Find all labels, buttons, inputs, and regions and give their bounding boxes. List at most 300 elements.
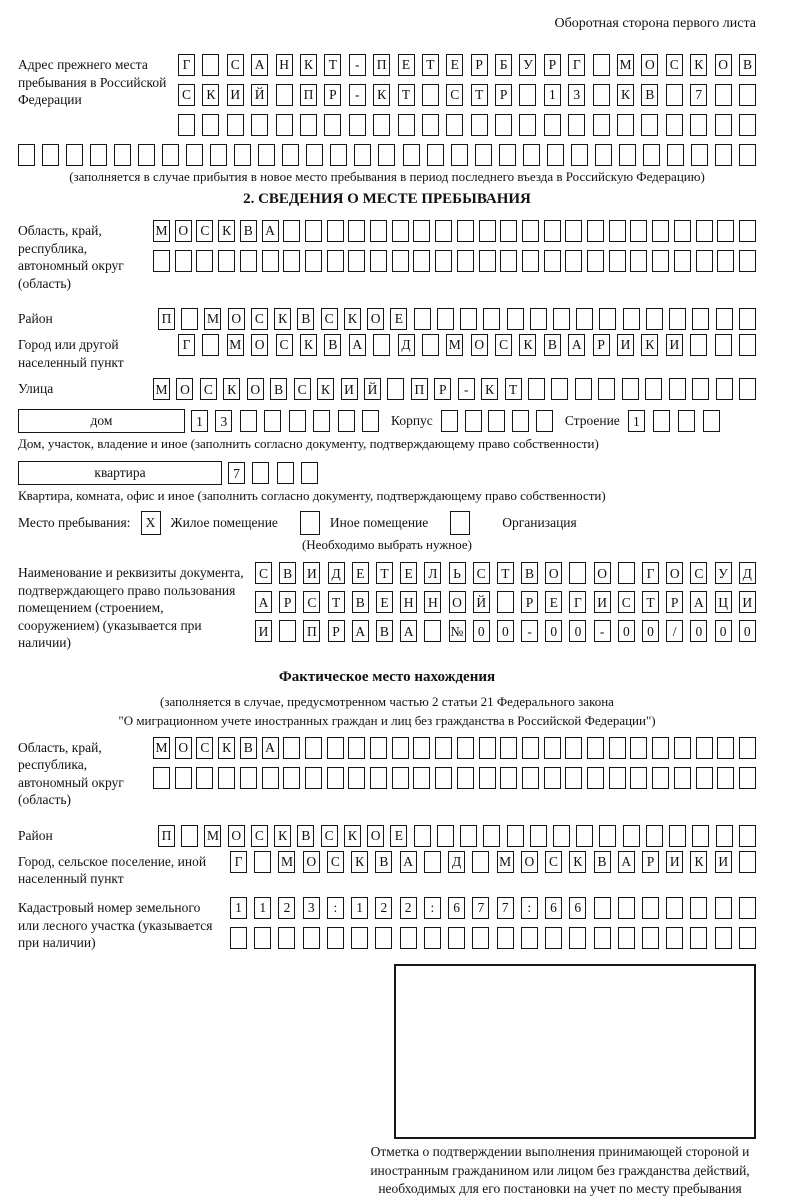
char-box[interactable]: И bbox=[739, 591, 756, 613]
char-box[interactable]: Ц bbox=[715, 591, 732, 613]
char-box[interactable]: И bbox=[617, 334, 634, 356]
char-box[interactable]: В bbox=[641, 84, 658, 106]
char-box[interactable] bbox=[715, 334, 732, 356]
char-box[interactable] bbox=[276, 84, 293, 106]
char-box[interactable] bbox=[568, 114, 585, 136]
char-box[interactable]: А bbox=[352, 620, 369, 642]
char-box[interactable] bbox=[544, 767, 561, 789]
char-box[interactable] bbox=[258, 144, 275, 166]
char-box[interactable] bbox=[277, 462, 294, 484]
char-box[interactable] bbox=[715, 144, 732, 166]
char-box[interactable] bbox=[175, 767, 192, 789]
char-box[interactable] bbox=[717, 220, 734, 242]
char-box[interactable] bbox=[283, 220, 300, 242]
char-box[interactable]: Г bbox=[230, 851, 247, 873]
char-box[interactable]: Ь bbox=[449, 562, 466, 584]
char-box[interactable] bbox=[500, 767, 517, 789]
char-box[interactable]: С bbox=[303, 591, 320, 613]
char-box[interactable]: С bbox=[178, 84, 195, 106]
char-box[interactable]: Д bbox=[739, 562, 756, 584]
char-box[interactable] bbox=[618, 897, 635, 919]
char-box[interactable] bbox=[576, 825, 593, 847]
char-box[interactable]: О bbox=[367, 308, 384, 330]
char-box[interactable] bbox=[227, 114, 244, 136]
char-box[interactable] bbox=[666, 84, 683, 106]
char-box[interactable] bbox=[630, 737, 647, 759]
char-box[interactable] bbox=[370, 220, 387, 242]
char-box[interactable] bbox=[283, 767, 300, 789]
char-box[interactable] bbox=[252, 462, 269, 484]
char-box[interactable]: П bbox=[373, 54, 390, 76]
char-box[interactable] bbox=[338, 410, 355, 432]
char-box[interactable]: - bbox=[594, 620, 611, 642]
char-box[interactable]: К bbox=[344, 308, 361, 330]
char-box[interactable]: К bbox=[274, 825, 291, 847]
char-box[interactable] bbox=[254, 927, 271, 949]
char-box[interactable]: Т bbox=[376, 562, 393, 584]
char-box[interactable] bbox=[392, 220, 409, 242]
char-box[interactable] bbox=[692, 825, 709, 847]
char-box[interactable]: И bbox=[666, 851, 683, 873]
char-box[interactable] bbox=[544, 737, 561, 759]
char-box[interactable] bbox=[587, 737, 604, 759]
char-box[interactable] bbox=[691, 144, 708, 166]
char-box[interactable]: Е bbox=[398, 54, 415, 76]
char-box[interactable] bbox=[348, 220, 365, 242]
char-box[interactable]: С bbox=[251, 825, 268, 847]
char-box[interactable] bbox=[696, 220, 713, 242]
char-box[interactable] bbox=[218, 767, 235, 789]
char-box[interactable] bbox=[669, 378, 686, 400]
char-box[interactable] bbox=[641, 114, 658, 136]
char-box[interactable]: С bbox=[196, 737, 213, 759]
char-box[interactable]: 3 bbox=[303, 897, 320, 919]
char-box[interactable] bbox=[413, 250, 430, 272]
char-box[interactable] bbox=[413, 220, 430, 242]
char-box[interactable]: М bbox=[204, 825, 221, 847]
char-box[interactable] bbox=[717, 737, 734, 759]
char-box[interactable] bbox=[398, 114, 415, 136]
char-box[interactable] bbox=[414, 825, 431, 847]
char-box[interactable] bbox=[500, 250, 517, 272]
char-box[interactable]: О bbox=[545, 562, 562, 584]
char-box[interactable]: У bbox=[715, 562, 732, 584]
char-box[interactable] bbox=[715, 114, 732, 136]
char-box[interactable] bbox=[414, 308, 431, 330]
char-box[interactable] bbox=[457, 737, 474, 759]
char-box[interactable] bbox=[351, 927, 368, 949]
char-box[interactable] bbox=[565, 250, 582, 272]
char-box[interactable]: В bbox=[521, 562, 538, 584]
char-box[interactable] bbox=[427, 144, 444, 166]
char-box[interactable] bbox=[370, 250, 387, 272]
char-box[interactable] bbox=[551, 378, 568, 400]
char-box[interactable]: К bbox=[519, 334, 536, 356]
char-box[interactable] bbox=[446, 114, 463, 136]
char-box[interactable] bbox=[282, 144, 299, 166]
char-box[interactable] bbox=[424, 851, 441, 873]
char-box[interactable]: К bbox=[202, 84, 219, 106]
char-box[interactable] bbox=[240, 767, 257, 789]
char-box[interactable]: С bbox=[255, 562, 272, 584]
char-box[interactable] bbox=[451, 144, 468, 166]
char-box[interactable] bbox=[483, 308, 500, 330]
char-box[interactable] bbox=[512, 410, 529, 432]
char-box[interactable]: П bbox=[303, 620, 320, 642]
char-box[interactable] bbox=[178, 114, 195, 136]
char-box[interactable] bbox=[373, 114, 390, 136]
char-box[interactable] bbox=[422, 84, 439, 106]
char-box[interactable] bbox=[283, 250, 300, 272]
char-box[interactable] bbox=[642, 897, 659, 919]
char-box[interactable]: - bbox=[458, 378, 475, 400]
char-box[interactable] bbox=[674, 737, 691, 759]
char-box[interactable]: П bbox=[411, 378, 428, 400]
char-box[interactable]: Т bbox=[422, 54, 439, 76]
char-box[interactable] bbox=[435, 737, 452, 759]
char-box[interactable] bbox=[370, 737, 387, 759]
char-box[interactable] bbox=[403, 144, 420, 166]
char-box[interactable] bbox=[499, 144, 516, 166]
char-box[interactable]: И bbox=[666, 334, 683, 356]
char-box[interactable] bbox=[594, 897, 611, 919]
char-box[interactable] bbox=[715, 84, 732, 106]
char-box[interactable]: Т bbox=[471, 84, 488, 106]
char-box[interactable] bbox=[472, 927, 489, 949]
char-box[interactable] bbox=[575, 378, 592, 400]
char-box[interactable] bbox=[696, 737, 713, 759]
char-box[interactable] bbox=[522, 250, 539, 272]
char-box[interactable] bbox=[739, 927, 756, 949]
char-box[interactable]: Е bbox=[390, 825, 407, 847]
char-box[interactable] bbox=[739, 308, 756, 330]
char-box[interactable]: А bbox=[690, 591, 707, 613]
char-box[interactable] bbox=[181, 308, 198, 330]
char-box[interactable] bbox=[202, 334, 219, 356]
char-box[interactable]: С bbox=[495, 334, 512, 356]
char-box[interactable] bbox=[305, 220, 322, 242]
char-box[interactable] bbox=[400, 927, 417, 949]
char-box[interactable] bbox=[666, 897, 683, 919]
char-box[interactable] bbox=[305, 767, 322, 789]
char-box[interactable]: С bbox=[276, 334, 293, 356]
char-box[interactable]: О bbox=[594, 562, 611, 584]
char-box[interactable] bbox=[392, 250, 409, 272]
char-box[interactable] bbox=[483, 825, 500, 847]
char-box[interactable]: В bbox=[279, 562, 296, 584]
char-box[interactable]: С bbox=[327, 851, 344, 873]
char-box[interactable] bbox=[715, 927, 732, 949]
char-box[interactable] bbox=[609, 737, 626, 759]
char-box[interactable] bbox=[739, 897, 756, 919]
char-box[interactable] bbox=[669, 825, 686, 847]
char-box[interactable] bbox=[646, 825, 663, 847]
char-box[interactable] bbox=[669, 308, 686, 330]
char-box[interactable]: В bbox=[739, 54, 756, 76]
char-box[interactable]: А bbox=[251, 54, 268, 76]
char-box[interactable]: Т bbox=[324, 54, 341, 76]
char-box[interactable] bbox=[234, 144, 251, 166]
char-box[interactable]: А bbox=[618, 851, 635, 873]
char-box[interactable] bbox=[645, 378, 662, 400]
char-box[interactable] bbox=[593, 114, 610, 136]
char-box[interactable]: С bbox=[196, 220, 213, 242]
char-box[interactable]: Д bbox=[448, 851, 465, 873]
char-box[interactable]: Р bbox=[642, 851, 659, 873]
char-box[interactable] bbox=[42, 144, 59, 166]
char-box[interactable]: К bbox=[373, 84, 390, 106]
char-box[interactable]: Е bbox=[390, 308, 407, 330]
char-box[interactable]: Р bbox=[544, 54, 561, 76]
char-box[interactable]: С bbox=[545, 851, 562, 873]
char-box[interactable]: М bbox=[153, 220, 170, 242]
char-box[interactable] bbox=[262, 767, 279, 789]
char-box[interactable] bbox=[90, 144, 107, 166]
char-box[interactable] bbox=[327, 220, 344, 242]
char-box[interactable] bbox=[202, 54, 219, 76]
char-box[interactable] bbox=[457, 220, 474, 242]
char-box[interactable]: С bbox=[321, 308, 338, 330]
char-box[interactable] bbox=[623, 308, 640, 330]
char-box[interactable]: С bbox=[200, 378, 217, 400]
char-box[interactable]: Р bbox=[666, 591, 683, 613]
char-box[interactable] bbox=[652, 737, 669, 759]
char-box[interactable] bbox=[424, 927, 441, 949]
char-box[interactable] bbox=[565, 737, 582, 759]
char-box[interactable]: 3 bbox=[215, 410, 232, 432]
char-box[interactable]: У bbox=[519, 54, 536, 76]
char-box[interactable]: Н bbox=[424, 591, 441, 613]
char-box[interactable]: Г bbox=[569, 591, 586, 613]
char-box[interactable]: - bbox=[349, 84, 366, 106]
char-box[interactable] bbox=[479, 737, 496, 759]
char-box[interactable] bbox=[289, 410, 306, 432]
char-box[interactable]: М bbox=[617, 54, 634, 76]
char-box[interactable]: Й bbox=[251, 84, 268, 106]
char-box[interactable] bbox=[642, 927, 659, 949]
char-box[interactable]: К bbox=[218, 220, 235, 242]
char-box[interactable]: М bbox=[227, 334, 244, 356]
char-box[interactable]: 7 bbox=[497, 897, 514, 919]
char-box[interactable]: О bbox=[175, 737, 192, 759]
char-box[interactable]: К bbox=[641, 334, 658, 356]
char-box[interactable] bbox=[652, 250, 669, 272]
char-box[interactable] bbox=[230, 927, 247, 949]
char-box[interactable] bbox=[264, 410, 281, 432]
char-box[interactable] bbox=[630, 767, 647, 789]
char-box[interactable]: Й bbox=[473, 591, 490, 613]
char-box[interactable] bbox=[500, 220, 517, 242]
char-box[interactable]: Г bbox=[178, 54, 195, 76]
char-box[interactable]: А bbox=[400, 620, 417, 642]
char-box[interactable]: : bbox=[521, 897, 538, 919]
char-box[interactable] bbox=[471, 114, 488, 136]
char-box[interactable]: К bbox=[351, 851, 368, 873]
char-box[interactable]: 7 bbox=[472, 897, 489, 919]
char-box[interactable]: М bbox=[446, 334, 463, 356]
char-box[interactable]: С bbox=[690, 562, 707, 584]
char-box[interactable]: А bbox=[349, 334, 366, 356]
char-box[interactable] bbox=[643, 144, 660, 166]
char-box[interactable] bbox=[739, 737, 756, 759]
char-box[interactable] bbox=[652, 767, 669, 789]
char-box[interactable] bbox=[479, 767, 496, 789]
char-box[interactable] bbox=[276, 114, 293, 136]
char-box[interactable]: 1 bbox=[628, 410, 645, 432]
char-box[interactable] bbox=[375, 927, 392, 949]
char-box[interactable]: Т bbox=[328, 591, 345, 613]
char-box[interactable] bbox=[378, 144, 395, 166]
char-box[interactable] bbox=[652, 220, 669, 242]
char-box[interactable] bbox=[507, 825, 524, 847]
char-box[interactable] bbox=[218, 250, 235, 272]
char-box[interactable]: С bbox=[446, 84, 463, 106]
char-box[interactable] bbox=[441, 410, 458, 432]
char-box[interactable] bbox=[692, 378, 709, 400]
char-box[interactable] bbox=[674, 767, 691, 789]
char-box[interactable] bbox=[303, 927, 320, 949]
char-box[interactable] bbox=[348, 737, 365, 759]
char-box[interactable] bbox=[186, 144, 203, 166]
char-box[interactable]: С bbox=[227, 54, 244, 76]
char-box[interactable]: Е bbox=[446, 54, 463, 76]
char-box[interactable]: Т bbox=[642, 591, 659, 613]
char-box[interactable]: 1 bbox=[191, 410, 208, 432]
char-box[interactable] bbox=[424, 620, 441, 642]
char-box[interactable] bbox=[667, 144, 684, 166]
char-box[interactable]: М bbox=[153, 378, 170, 400]
char-box[interactable] bbox=[609, 767, 626, 789]
char-box[interactable] bbox=[739, 220, 756, 242]
char-box[interactable] bbox=[162, 144, 179, 166]
char-box[interactable]: Б bbox=[495, 54, 512, 76]
char-box[interactable] bbox=[327, 737, 344, 759]
char-box[interactable]: С bbox=[321, 825, 338, 847]
char-box[interactable] bbox=[251, 114, 268, 136]
stay-option-organization-checkbox[interactable] bbox=[450, 511, 470, 535]
char-box[interactable] bbox=[479, 220, 496, 242]
char-box[interactable] bbox=[472, 851, 489, 873]
char-box[interactable]: В bbox=[240, 737, 257, 759]
char-box[interactable] bbox=[522, 767, 539, 789]
char-box[interactable]: 0 bbox=[739, 620, 756, 642]
char-box[interactable]: О bbox=[641, 54, 658, 76]
char-box[interactable]: П bbox=[158, 825, 175, 847]
char-box[interactable] bbox=[717, 250, 734, 272]
char-box[interactable] bbox=[593, 84, 610, 106]
char-box[interactable]: К bbox=[274, 308, 291, 330]
char-box[interactable] bbox=[593, 54, 610, 76]
char-box[interactable]: 0 bbox=[473, 620, 490, 642]
char-box[interactable]: 2 bbox=[375, 897, 392, 919]
char-box[interactable] bbox=[674, 250, 691, 272]
char-box[interactable]: / bbox=[666, 620, 683, 642]
char-box[interactable] bbox=[666, 927, 683, 949]
char-box[interactable] bbox=[703, 410, 720, 432]
char-box[interactable]: И bbox=[341, 378, 358, 400]
char-box[interactable]: Г bbox=[642, 562, 659, 584]
char-box[interactable]: К bbox=[300, 334, 317, 356]
char-box[interactable]: 6 bbox=[448, 897, 465, 919]
char-box[interactable] bbox=[569, 927, 586, 949]
char-box[interactable] bbox=[547, 144, 564, 166]
char-box[interactable] bbox=[530, 308, 547, 330]
char-box[interactable]: 1 bbox=[230, 897, 247, 919]
char-box[interactable] bbox=[500, 737, 517, 759]
char-box[interactable] bbox=[622, 378, 639, 400]
char-box[interactable]: О bbox=[228, 308, 245, 330]
char-box[interactable] bbox=[716, 378, 733, 400]
char-box[interactable]: И bbox=[227, 84, 244, 106]
char-box[interactable] bbox=[348, 767, 365, 789]
char-box[interactable] bbox=[422, 114, 439, 136]
char-box[interactable] bbox=[153, 767, 170, 789]
char-box[interactable] bbox=[599, 825, 616, 847]
char-box[interactable] bbox=[739, 767, 756, 789]
char-box[interactable]: № bbox=[449, 620, 466, 642]
char-box[interactable] bbox=[618, 927, 635, 949]
char-box[interactable] bbox=[696, 250, 713, 272]
char-box[interactable]: В bbox=[270, 378, 287, 400]
char-box[interactable] bbox=[739, 114, 756, 136]
stay-option-other-checkbox[interactable] bbox=[300, 511, 320, 535]
char-box[interactable]: Р bbox=[324, 84, 341, 106]
char-box[interactable] bbox=[739, 851, 756, 873]
char-box[interactable]: С bbox=[473, 562, 490, 584]
char-box[interactable] bbox=[327, 927, 344, 949]
char-box[interactable] bbox=[739, 825, 756, 847]
char-box[interactable]: 2 bbox=[278, 897, 295, 919]
char-box[interactable] bbox=[497, 927, 514, 949]
char-box[interactable] bbox=[536, 410, 553, 432]
char-box[interactable]: В bbox=[297, 825, 314, 847]
char-box[interactable]: О bbox=[247, 378, 264, 400]
char-box[interactable]: 0 bbox=[497, 620, 514, 642]
char-box[interactable] bbox=[373, 334, 390, 356]
char-box[interactable] bbox=[413, 767, 430, 789]
char-box[interactable] bbox=[305, 737, 322, 759]
char-box[interactable] bbox=[523, 144, 540, 166]
char-box[interactable]: : bbox=[424, 897, 441, 919]
char-box[interactable]: Н bbox=[276, 54, 293, 76]
char-box[interactable]: П bbox=[158, 308, 175, 330]
char-box[interactable]: Д bbox=[398, 334, 415, 356]
char-box[interactable] bbox=[18, 144, 35, 166]
char-box[interactable] bbox=[576, 308, 593, 330]
char-box[interactable] bbox=[437, 308, 454, 330]
char-box[interactable]: К bbox=[481, 378, 498, 400]
char-box[interactable] bbox=[674, 220, 691, 242]
char-box[interactable] bbox=[715, 897, 732, 919]
char-box[interactable] bbox=[437, 825, 454, 847]
char-box[interactable]: С bbox=[666, 54, 683, 76]
char-box[interactable] bbox=[690, 114, 707, 136]
char-box[interactable]: О bbox=[666, 562, 683, 584]
char-box[interactable]: О bbox=[228, 825, 245, 847]
char-box[interactable]: М bbox=[204, 308, 221, 330]
char-box[interactable]: 0 bbox=[569, 620, 586, 642]
char-box[interactable] bbox=[595, 144, 612, 166]
char-box[interactable] bbox=[522, 220, 539, 242]
char-box[interactable]: К bbox=[218, 737, 235, 759]
char-box[interactable]: М bbox=[278, 851, 295, 873]
char-box[interactable] bbox=[530, 825, 547, 847]
char-box[interactable]: 0 bbox=[618, 620, 635, 642]
char-box[interactable] bbox=[623, 825, 640, 847]
char-box[interactable] bbox=[422, 334, 439, 356]
char-box[interactable]: Е bbox=[376, 591, 393, 613]
char-box[interactable] bbox=[717, 767, 734, 789]
